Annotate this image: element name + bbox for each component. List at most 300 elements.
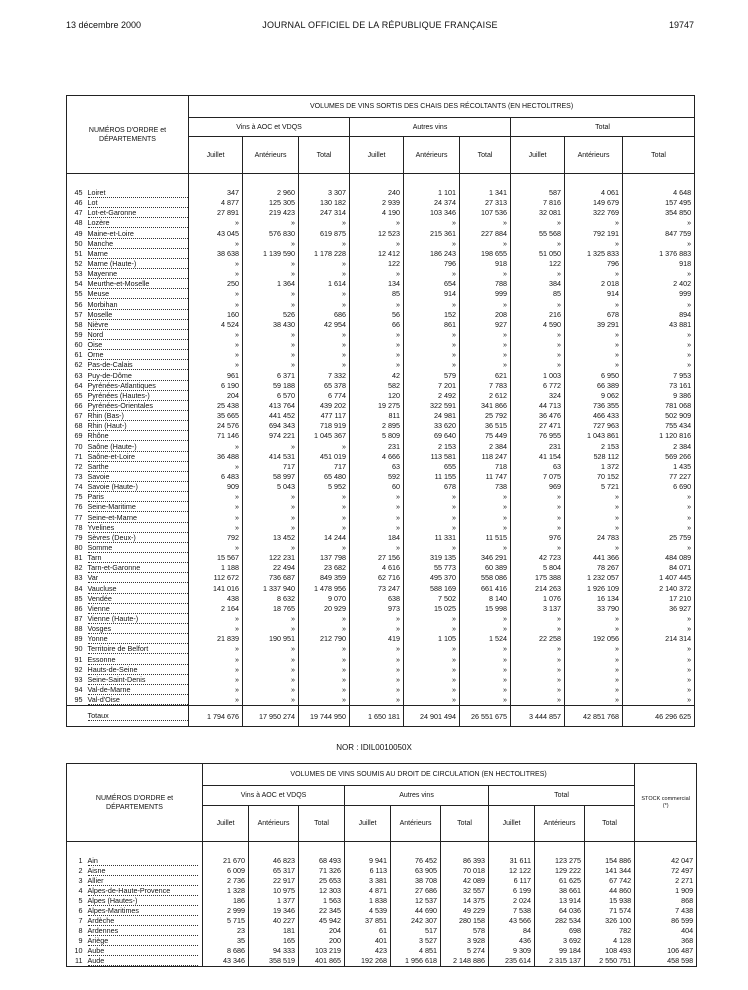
dept-number: 55 (74, 289, 83, 299)
value-cell: 78 267 (565, 563, 623, 573)
value-cell: 4 648 (623, 188, 695, 198)
value-cell: 36 515 (460, 421, 511, 431)
value-cell: » (350, 502, 404, 512)
value-cell: 42 089 (441, 876, 489, 886)
value-cell: 22 345 (299, 906, 345, 916)
value-cell: » (189, 340, 243, 350)
value-cell: » (189, 492, 243, 502)
value-cell: 6 690 (623, 482, 695, 492)
dept-number: 91 (74, 654, 83, 664)
value-cell: 219 423 (243, 208, 299, 218)
col-anterieurs: Antérieurs (404, 137, 460, 174)
value-cell: 404 (635, 926, 697, 936)
value-cell: 12 303 (299, 886, 345, 896)
value-cell: 63 905 (391, 866, 441, 876)
dept-name: Tarn (85, 553, 189, 563)
value-cell: 152 (404, 310, 460, 320)
value-cell: » (565, 624, 623, 634)
dept-name: Orne (85, 350, 189, 360)
value-cell: 120 (350, 391, 404, 401)
value-cell: 2 895 (350, 421, 404, 431)
value-cell: 214 263 (511, 583, 565, 593)
value-cell: » (243, 269, 299, 279)
value-cell: 43 045 (189, 229, 243, 239)
value-cell: » (189, 624, 243, 634)
table-row (67, 198, 695, 208)
dept-name: Rhône (85, 431, 189, 441)
value-cell: 106 487 (635, 946, 697, 956)
dept-name: Savoie (85, 472, 189, 482)
value-cell: 477 117 (299, 411, 350, 421)
value-cell: » (350, 239, 404, 249)
value-cell: 27 686 (391, 886, 441, 896)
value-cell: 149 679 (565, 198, 623, 208)
value-cell: » (404, 492, 460, 502)
value-cell: 811 (350, 411, 404, 421)
value-cell: 204 (189, 391, 243, 401)
value-cell: » (299, 654, 350, 664)
value-cell: » (299, 269, 350, 279)
value-cell: » (404, 300, 460, 310)
value-cell: » (460, 239, 511, 249)
value-cell: 137 798 (299, 553, 350, 563)
value-cell: » (565, 218, 623, 228)
dept-name: Loiret (85, 188, 189, 198)
value-cell: 5 721 (565, 482, 623, 492)
table-row (67, 320, 695, 330)
value-cell: 118 247 (460, 452, 511, 462)
value-cell: » (404, 360, 460, 370)
dept-number: 2 (78, 866, 83, 876)
value-cell: » (243, 289, 299, 299)
value-cell: » (299, 259, 350, 269)
value-cell: 576 830 (243, 229, 299, 239)
dept-number: 56 (74, 299, 83, 309)
value-cell: » (299, 492, 350, 502)
table-row (67, 482, 695, 492)
value-cell: 1 139 590 (243, 249, 299, 259)
dept-name: Rhin (Bas-) (85, 411, 189, 421)
value-cell: 655 (404, 462, 460, 472)
table-row (67, 675, 695, 685)
value-cell: » (511, 675, 565, 685)
value-cell: 1 956 618 (391, 956, 441, 967)
value-cell: 112 672 (189, 573, 243, 583)
table-row (67, 936, 697, 946)
value-cell: » (350, 330, 404, 340)
value-cell: 23 (203, 926, 249, 936)
value-cell: 1 076 (511, 594, 565, 604)
table-row (67, 886, 697, 896)
table-title: VOLUMES DE VINS SORTIS DES CHAIS DES RÉCOLTANTS (EN HECTOLITRES) (189, 96, 695, 118)
value-cell: » (460, 695, 511, 706)
dept-number: 49 (74, 228, 83, 238)
dept-number: 67 (74, 411, 83, 421)
value-cell: 847 759 (623, 229, 695, 239)
col-stock: STOCK commercial (*) (635, 764, 697, 842)
value-cell: 35 (203, 936, 249, 946)
table-body (67, 842, 697, 967)
value-cell: 44 713 (511, 401, 565, 411)
dept-name: Vaucluse (85, 583, 189, 593)
value-cell: » (189, 644, 243, 654)
value-cell: » (623, 502, 695, 512)
value-cell: » (189, 360, 243, 370)
dept-number: 60 (74, 340, 83, 350)
value-cell: 694 343 (243, 421, 299, 431)
dept-name: Lot-et-Garonne (85, 208, 189, 218)
value-cell: 122 (511, 259, 565, 269)
value-cell: 1 838 (345, 896, 391, 906)
value-cell: 319 135 (404, 553, 460, 563)
value-cell: 85 (350, 289, 404, 299)
value-cell: » (350, 624, 404, 634)
table-row (67, 371, 695, 381)
table-row (67, 340, 695, 350)
value-cell: 13 914 (535, 896, 585, 906)
value-cell: 4 524 (189, 320, 243, 330)
col-anterieurs: Antérieurs (243, 137, 299, 174)
value-cell: 6 772 (511, 381, 565, 391)
value-cell: » (189, 330, 243, 340)
table-row (67, 452, 695, 462)
dept-number: 89 (74, 634, 83, 644)
value-cell: » (350, 665, 404, 675)
value-cell: » (565, 695, 623, 706)
table-row (67, 502, 695, 512)
value-cell: » (243, 502, 299, 512)
dept-number: 58 (74, 319, 83, 329)
rowhead-label: NUMÉROS D'ORDRE et DÉPARTEMENTS (88, 126, 167, 143)
value-cell: 587 (511, 188, 565, 198)
value-cell: 43 881 (623, 320, 695, 330)
value-cell: » (565, 300, 623, 310)
dept-name: Hauts-de-Seine (85, 665, 189, 675)
value-cell: 63 (350, 462, 404, 472)
value-cell: 8 140 (460, 594, 511, 604)
value-cell: » (299, 644, 350, 654)
value-cell: » (243, 665, 299, 675)
value-cell: » (243, 360, 299, 370)
table-row (67, 391, 695, 401)
value-cell: » (623, 665, 695, 675)
value-cell: 32 081 (511, 208, 565, 218)
value-cell: 36 927 (623, 604, 695, 614)
value-cell: 441 452 (243, 411, 299, 421)
value-cell: » (189, 513, 243, 523)
value-cell: 186 243 (404, 249, 460, 259)
value-cell: 678 (565, 310, 623, 320)
dept-number: 84 (74, 583, 83, 593)
dept-name: Essonne (85, 654, 189, 664)
value-cell: » (623, 624, 695, 634)
value-cell: » (623, 523, 695, 533)
value-cell: 19 275 (350, 401, 404, 411)
value-cell: 6 950 (565, 371, 623, 381)
value-cell: 528 112 (565, 452, 623, 462)
value-cell: 2 271 (635, 876, 697, 886)
value-cell: 9 062 (565, 391, 623, 401)
value-cell: » (404, 685, 460, 695)
dept-number: 76 (74, 502, 83, 512)
value-cell: » (404, 350, 460, 360)
value-cell: 99 184 (535, 946, 585, 956)
value-cell: 73 247 (350, 583, 404, 593)
table-row (67, 442, 695, 452)
value-cell: 215 361 (404, 229, 460, 239)
dept-name: Alpes-Maritimes (85, 906, 203, 916)
table-row (67, 866, 697, 876)
value-cell: 67 742 (585, 876, 635, 886)
group-autres: Autres vins (345, 786, 489, 806)
dept-number: 82 (74, 563, 83, 573)
value-cell: 439 202 (299, 401, 350, 411)
dept-number: 77 (74, 512, 83, 522)
dept-number: 52 (74, 259, 83, 269)
table-row (67, 208, 695, 218)
value-cell: 240 (350, 188, 404, 198)
value-cell: 242 307 (391, 916, 441, 926)
value-cell: 72 497 (635, 866, 697, 876)
value-cell: 181 (249, 926, 299, 936)
value-cell: 6 570 (243, 391, 299, 401)
value-cell: » (460, 492, 511, 502)
table-row (67, 604, 695, 614)
dept-name: Pas-de-Calais (85, 360, 189, 370)
value-cell: 141 344 (585, 866, 635, 876)
value-cell: 44 690 (391, 906, 441, 916)
value-cell: 37 851 (345, 916, 391, 926)
value-cell: 326 100 (585, 916, 635, 926)
value-cell: 2 153 (404, 442, 460, 452)
value-cell: 2 140 372 (623, 583, 695, 593)
value-cell: » (565, 685, 623, 695)
value-cell: 18 765 (243, 604, 299, 614)
header-journal: JOURNAL OFFICIEL DE LA RÉPUBLIQUE FRANÇAISE (262, 20, 498, 30)
value-cell: 582 (350, 381, 404, 391)
value-cell: 341 866 (460, 401, 511, 411)
value-cell: » (404, 675, 460, 685)
dept-number: 69 (74, 431, 83, 441)
value-cell: » (511, 665, 565, 675)
value-cell: » (404, 218, 460, 228)
value-cell: 19 346 (249, 906, 299, 916)
value-cell: 2 018 (565, 279, 623, 289)
value-cell: » (243, 350, 299, 360)
value-cell: 1 328 (203, 886, 249, 896)
value-cell: 12 412 (350, 249, 404, 259)
value-cell: » (243, 685, 299, 695)
value-cell: 15 025 (404, 604, 460, 614)
value-cell: » (623, 685, 695, 695)
dept-number: 74 (74, 482, 83, 492)
value-cell: 113 581 (404, 452, 460, 462)
value-cell: » (350, 523, 404, 533)
value-cell: 1 043 861 (565, 431, 623, 441)
value-cell: 51 050 (511, 249, 565, 259)
value-cell: » (189, 239, 243, 249)
dept-name: Oise (85, 340, 189, 350)
table-row (67, 289, 695, 299)
value-cell: 2 939 (350, 198, 404, 208)
value-cell: 35 665 (189, 411, 243, 421)
value-cell: 727 963 (565, 421, 623, 431)
value-cell: 66 (350, 320, 404, 330)
value-cell: 1 926 109 (565, 583, 623, 593)
value-cell: » (404, 614, 460, 624)
value-cell: 4 061 (565, 188, 623, 198)
dept-name: Nièvre (85, 320, 189, 330)
dept-name: Seine-Saint-Denis (85, 675, 189, 685)
value-cell: » (189, 614, 243, 624)
value-cell: 59 188 (243, 381, 299, 391)
value-cell: 1 188 (189, 563, 243, 573)
value-cell: » (243, 330, 299, 340)
dept-name: Vienne (85, 604, 189, 614)
dept-number: 83 (74, 573, 83, 583)
value-cell: » (511, 269, 565, 279)
value-cell: 27 313 (460, 198, 511, 208)
value-cell: 41 154 (511, 452, 565, 462)
dept-number: 94 (74, 684, 83, 694)
value-cell: » (404, 523, 460, 533)
value-cell: » (511, 492, 565, 502)
dept-number: 1 (78, 856, 83, 866)
value-cell: 76 955 (511, 431, 565, 441)
dept-name: Paris (85, 492, 189, 502)
value-cell: » (623, 218, 695, 228)
value-cell: » (404, 513, 460, 523)
table-row (67, 360, 695, 370)
table-row (67, 563, 695, 573)
dept-number: 57 (74, 309, 83, 319)
value-cell: 11 155 (404, 472, 460, 482)
value-cell: 588 169 (404, 583, 460, 593)
value-cell: 7 438 (635, 906, 697, 916)
value-cell: » (623, 360, 695, 370)
table-row (67, 614, 695, 624)
value-cell: » (350, 614, 404, 624)
value-cell: 2 492 (404, 391, 460, 401)
dept-name: Marne (Haute-) (85, 259, 189, 269)
table-row (67, 654, 695, 664)
value-cell: » (565, 502, 623, 512)
dept-name: Saône (Haute-) (85, 442, 189, 452)
value-cell: 717 (299, 462, 350, 472)
value-cell: 65 317 (249, 866, 299, 876)
value-cell: 458 598 (635, 956, 697, 967)
table-row (67, 523, 695, 533)
value-cell: » (350, 360, 404, 370)
value-cell: » (350, 695, 404, 706)
value-cell: 125 305 (243, 198, 299, 208)
value-cell: 2 612 (460, 391, 511, 401)
value-cell: » (404, 665, 460, 675)
value-cell: 43 566 (489, 916, 535, 926)
rowhead-label: NUMÉROS D'ORDRE et DÉPARTEMENTS (95, 794, 174, 811)
table-row (67, 411, 695, 421)
value-cell: 22 258 (511, 634, 565, 644)
group-total: Total (489, 786, 635, 806)
value-cell: 55 568 (511, 229, 565, 239)
col-anterieurs: Antérieurs (391, 806, 441, 842)
table-row (67, 533, 695, 543)
value-cell: » (350, 350, 404, 360)
value-cell: » (511, 685, 565, 695)
value-cell: 231 (350, 442, 404, 452)
value-cell: 414 531 (243, 452, 299, 462)
value-cell: » (299, 442, 350, 452)
table-row (67, 381, 695, 391)
group-aoc: Vins à AOC et VDQS (203, 786, 345, 806)
table-row (67, 906, 697, 916)
value-cell: » (189, 502, 243, 512)
value-cell: 12 537 (391, 896, 441, 906)
value-cell: 868 (635, 896, 697, 906)
dept-name: Maine-et-Loire (85, 229, 189, 239)
value-cell: » (350, 644, 404, 654)
value-cell: » (299, 350, 350, 360)
value-cell: » (350, 654, 404, 664)
value-cell: 495 370 (404, 573, 460, 583)
dept-number: 8 (78, 926, 83, 936)
table-row (67, 330, 695, 340)
value-cell: 14 375 (441, 896, 489, 906)
value-cell: 1 003 (511, 371, 565, 381)
value-cell: 792 191 (565, 229, 623, 239)
col-total: Total (441, 806, 489, 842)
value-cell: 16 134 (565, 594, 623, 604)
value-cell: 423 (345, 946, 391, 956)
value-cell: 15 998 (460, 604, 511, 614)
dept-name: Pyrénées (Hautes-) (85, 391, 189, 401)
value-cell: 122 231 (243, 553, 299, 563)
value-cell: 27 471 (511, 421, 565, 431)
value-cell: » (404, 239, 460, 249)
value-cell: » (243, 492, 299, 502)
value-cell: » (243, 654, 299, 664)
value-cell: » (511, 695, 565, 706)
value-cell: 2 315 137 (535, 956, 585, 967)
value-cell: 324 (511, 391, 565, 401)
value-cell: » (404, 502, 460, 512)
value-cell: 17 210 (623, 594, 695, 604)
dept-number: 87 (74, 613, 83, 623)
dept-name: Mayenne (85, 269, 189, 279)
total-cell: 24 901 494 (404, 706, 460, 727)
value-cell: » (189, 218, 243, 228)
value-cell: 282 534 (535, 916, 585, 926)
value-cell: 55 773 (404, 563, 460, 573)
value-cell: » (243, 695, 299, 706)
value-cell: 849 359 (299, 573, 350, 583)
value-cell: 927 (460, 320, 511, 330)
value-cell: 86 393 (441, 856, 489, 866)
value-cell: » (350, 675, 404, 685)
value-cell: 384 (511, 279, 565, 289)
value-cell: 33 620 (404, 421, 460, 431)
value-cell: » (511, 300, 565, 310)
dept-number: 61 (74, 350, 83, 360)
total-cell: 1 794 676 (189, 706, 243, 727)
value-cell: » (189, 289, 243, 299)
value-cell: 71 326 (299, 866, 345, 876)
value-cell: 165 (249, 936, 299, 946)
value-cell: » (511, 360, 565, 370)
value-cell: » (404, 340, 460, 350)
dept-number: 65 (74, 390, 83, 400)
value-cell: 85 (511, 289, 565, 299)
